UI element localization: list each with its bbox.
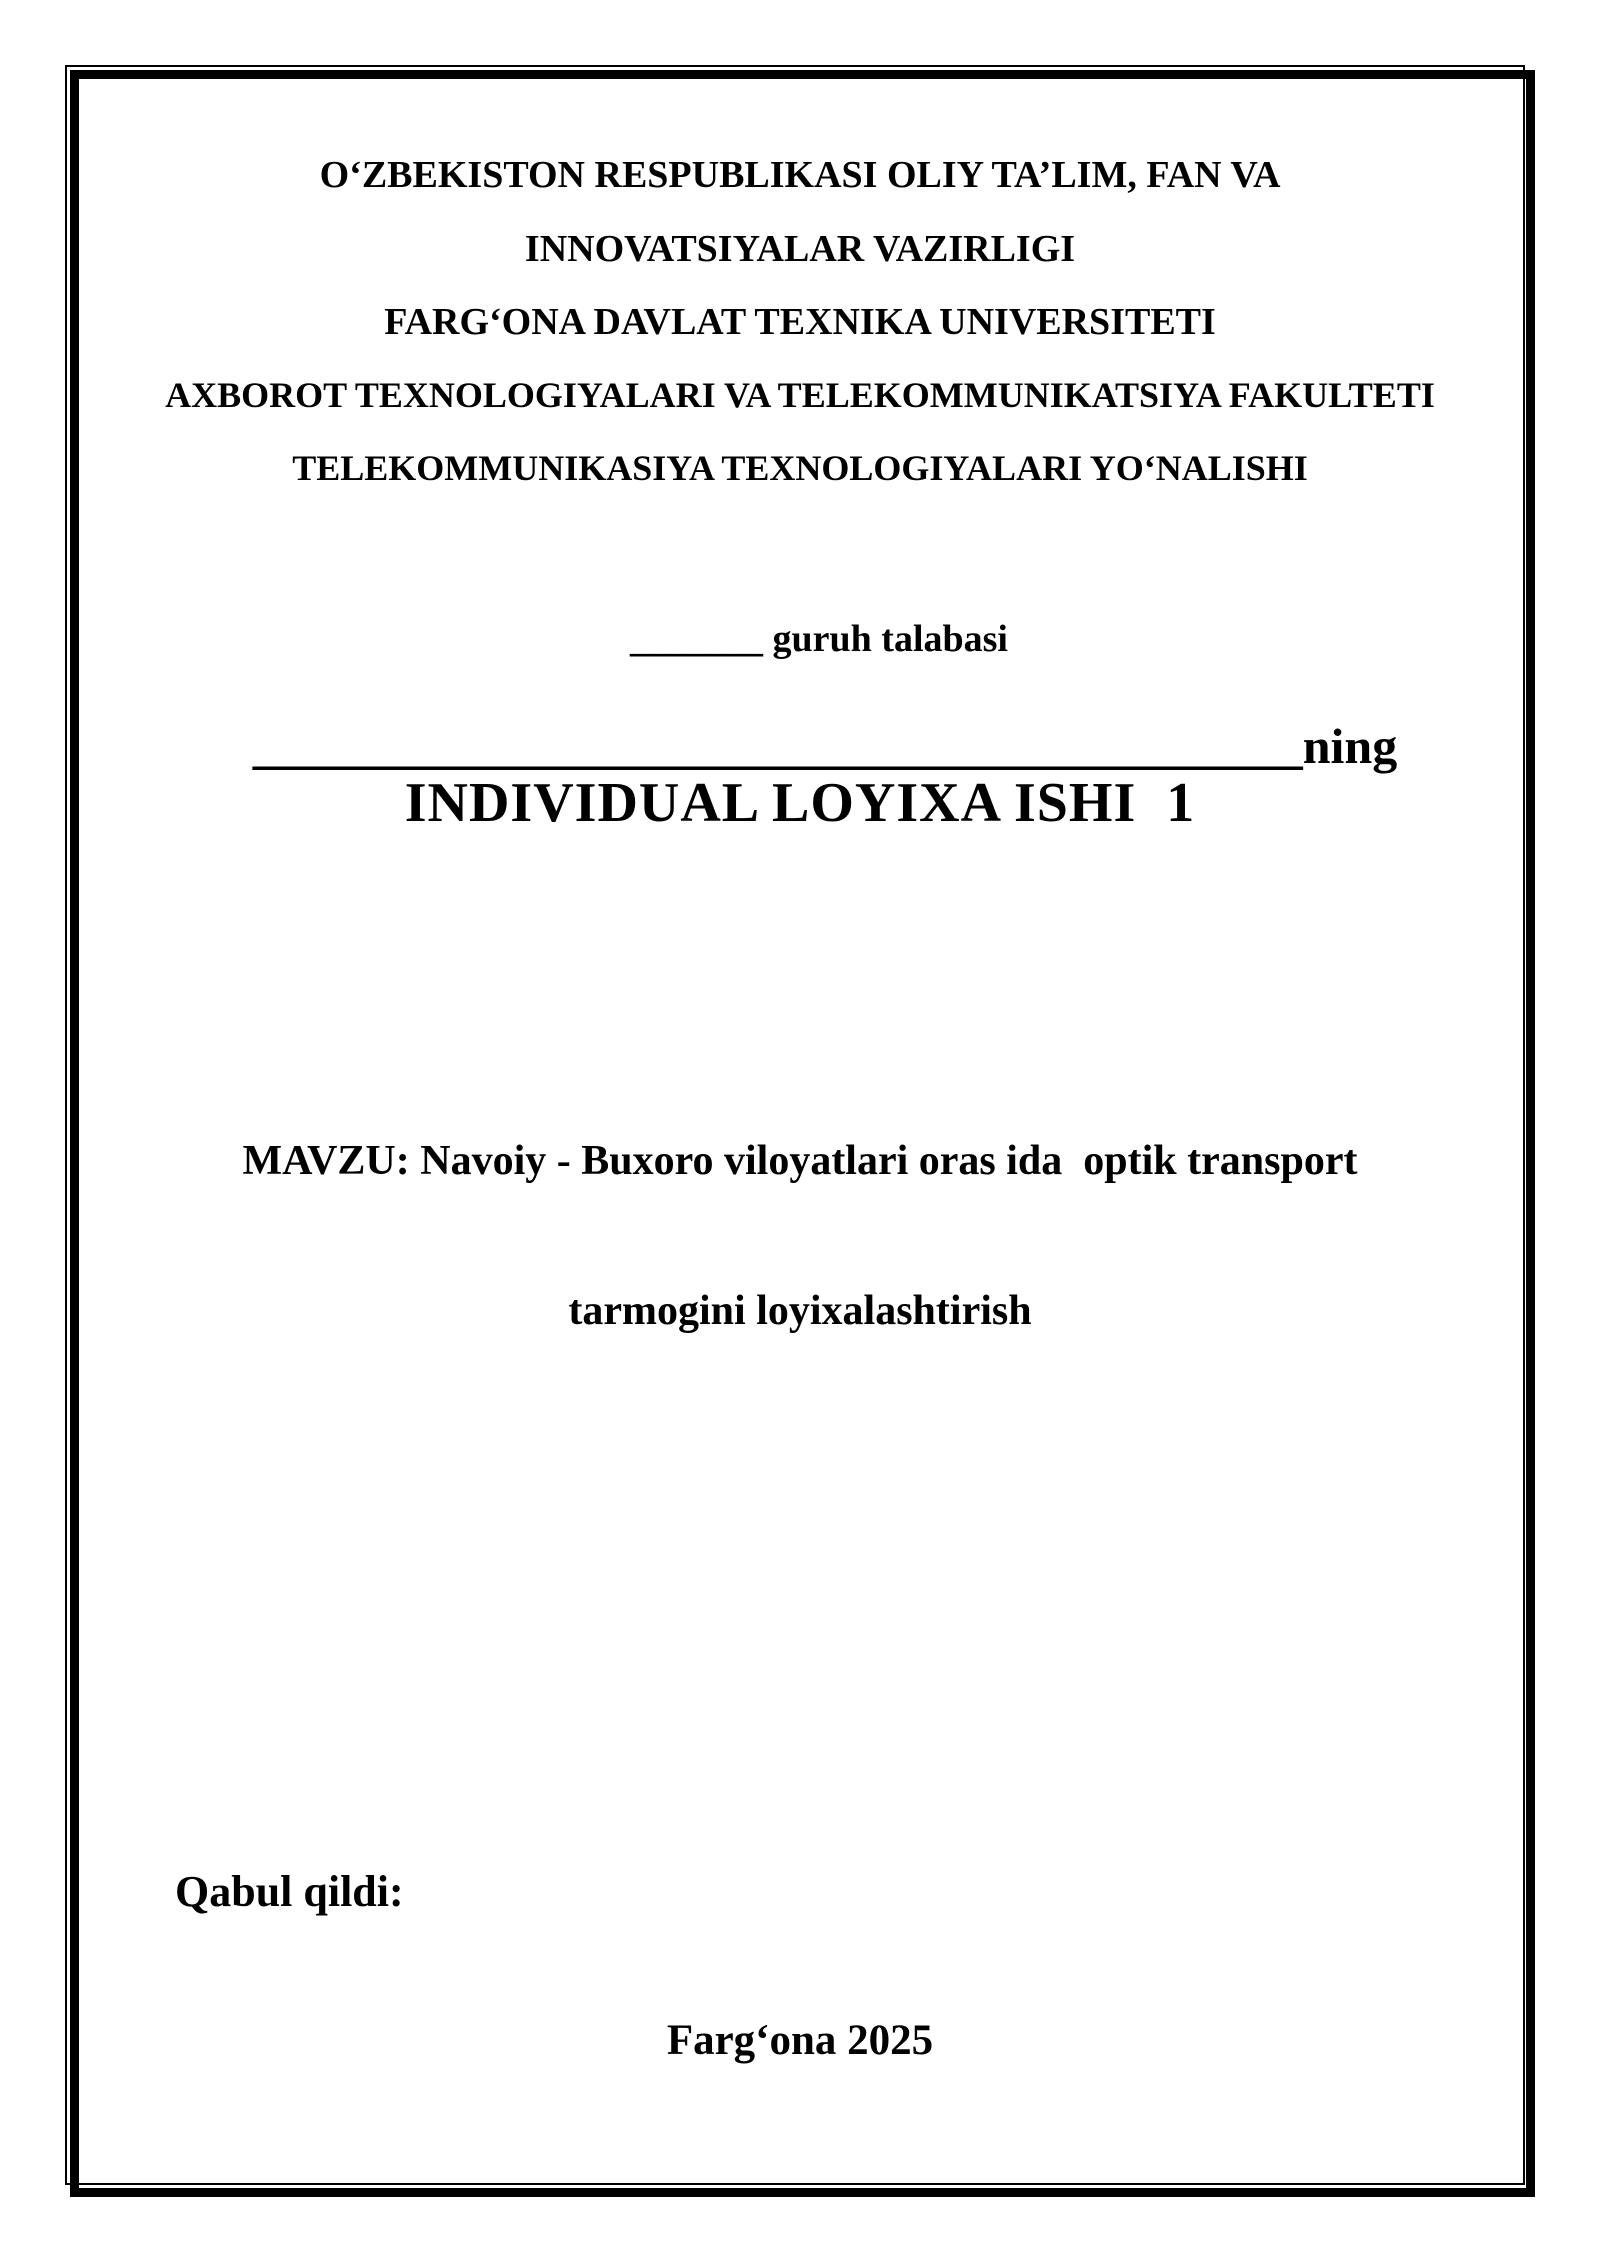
ministry-line-1: O‘ZBEKISTON RESPUBLIKASI OLIY TA’LIM, FAN VA: [319, 154, 1281, 196]
place-and-year: Farg‘ona 2025: [666, 2017, 934, 2064]
name-blank-field: __________________________________________: [252, 717, 1303, 774]
direction-name: TELEKOMMUNIKASIYA TEXNOLOGIYALARI YO‘NALISHI: [292, 448, 1308, 488]
ministry-line-2: INNOVATSIYALAR VAZIRLIGI: [524, 228, 1076, 270]
topic-line-2: tarmogini loyixalashtirish: [568, 1288, 1032, 1334]
accepted-by-label: Qabul qildi:: [175, 1867, 404, 1916]
name-suffix: ning: [1302, 717, 1398, 774]
student-group-label: guruh talabasi: [763, 617, 1008, 660]
topic-line-1: MAVZU: Navoiy - Buxoro viloyatlari oras ida optik transport: [242, 1138, 1358, 1184]
faculty-name: AXBOROT TEXNOLOGIYALARI VA TELEKOMMUNIKATSIYA FAKULTETI: [165, 375, 1435, 415]
group-blank-field: _______: [630, 617, 764, 660]
topic-block: [0, 1036, 1600, 1436]
university-name: FARG‘ONA DAVLAT TEXNIKA UNIVERSITETI: [384, 301, 1216, 343]
document-title: INDIVIDUAL LOYIXA ISHI 1: [404, 772, 1196, 834]
